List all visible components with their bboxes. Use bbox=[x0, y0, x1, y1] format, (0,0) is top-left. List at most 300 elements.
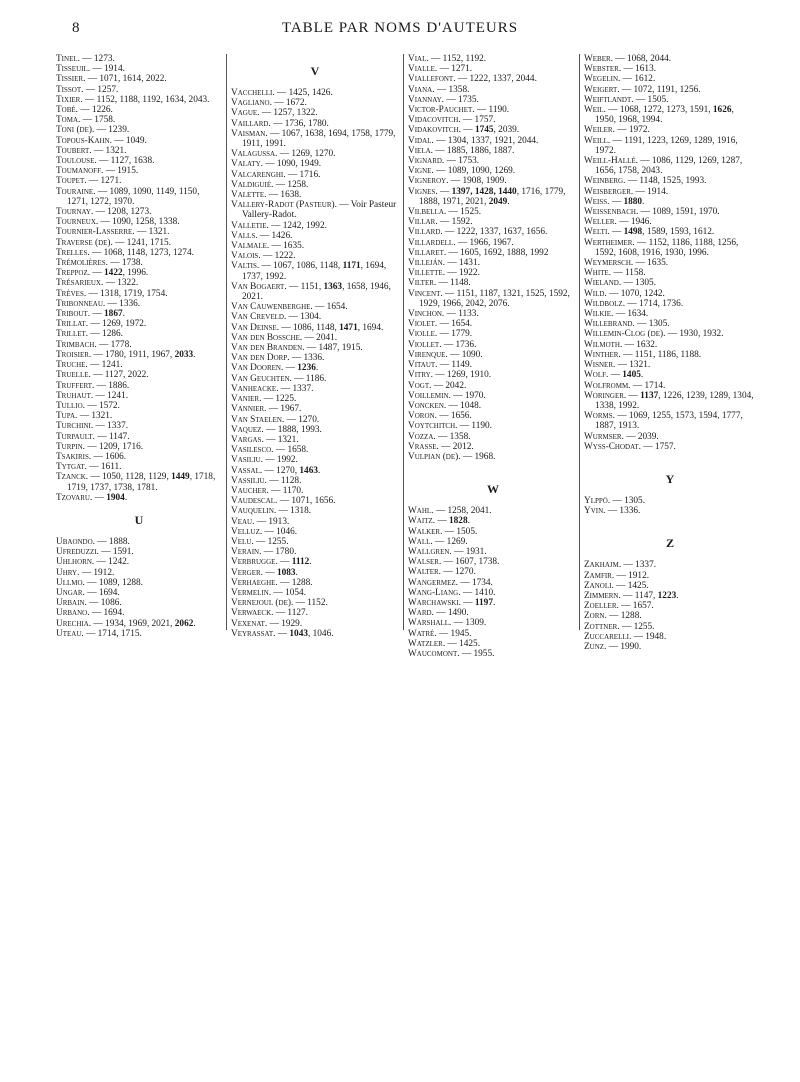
page-refs: — 1654. bbox=[437, 319, 473, 330]
author-name: Vannier. bbox=[231, 404, 267, 415]
page-refs: — 1151, 1187, 1321, 1525, 1592, 1929, 1966, 2042, 2076. bbox=[419, 288, 570, 309]
page-refs: — 1714. bbox=[630, 380, 666, 391]
author-name: Ungar. bbox=[56, 587, 85, 598]
author-name: Verwaeck. bbox=[231, 608, 274, 619]
index-entry bbox=[231, 261, 399, 281]
index-entry bbox=[56, 370, 222, 380]
page-refs: — 1780, 1911, 1967, bbox=[91, 349, 175, 360]
index-entry bbox=[584, 54, 756, 64]
index-entry bbox=[56, 462, 222, 472]
page-refs: — 1148. bbox=[436, 278, 471, 289]
author-name: Ylppö. bbox=[584, 495, 611, 506]
page-refs: — 1089, 1591, 1970. bbox=[638, 207, 720, 218]
page-refs: — 1286. bbox=[88, 329, 123, 340]
index-entry bbox=[584, 581, 756, 591]
author-name: Viannay. bbox=[408, 94, 445, 105]
author-name: Tzovaru. bbox=[56, 492, 93, 503]
page-refs: — 1304, 1337, 1921, 2044. bbox=[433, 135, 539, 146]
page-refs-bold: 2033 bbox=[174, 349, 194, 360]
index-entry bbox=[584, 207, 756, 217]
author-name: Weisberger. bbox=[584, 186, 634, 197]
page-refs: — 1591. bbox=[98, 547, 134, 558]
page-refs: — bbox=[90, 268, 105, 279]
index-entry bbox=[584, 506, 756, 516]
index-entry bbox=[584, 381, 756, 391]
author-name: Tissot. bbox=[56, 84, 84, 95]
page-refs: — 1242, 1992. bbox=[268, 220, 327, 231]
page-refs: — 1321. bbox=[263, 434, 299, 445]
index-entry bbox=[231, 547, 399, 557]
author-name: Vacchelli. bbox=[231, 88, 275, 98]
page-refs: — 1127. bbox=[273, 608, 309, 619]
page-refs: — 1525. bbox=[446, 207, 482, 218]
author-name: Yvin. bbox=[584, 506, 606, 517]
author-name: Weil. bbox=[584, 105, 606, 116]
index-entry bbox=[231, 170, 399, 180]
author-name: Verger. bbox=[231, 567, 263, 578]
section-letter: V bbox=[310, 64, 320, 78]
author-name: Zamfir. bbox=[584, 570, 615, 581]
index-entry bbox=[584, 136, 756, 156]
page-refs: — 1271. bbox=[437, 64, 473, 75]
page-refs-bold: 1463 bbox=[299, 465, 318, 476]
index-entry bbox=[231, 527, 399, 537]
index-entry bbox=[56, 105, 222, 115]
page-refs: . bbox=[318, 465, 321, 476]
page-refs: — 1288. bbox=[606, 611, 642, 622]
page-refs: — 1127, 1638. bbox=[96, 156, 155, 167]
author-name: Wieland. bbox=[584, 278, 622, 289]
author-name: Viallefont. bbox=[408, 74, 456, 85]
page-refs: , 1226, 1239, 1289, 1304, 1338, 1992. bbox=[595, 390, 754, 411]
author-name: Tissier. bbox=[56, 74, 86, 85]
author-name: Willebrand. bbox=[584, 319, 635, 330]
index-entry bbox=[231, 598, 399, 608]
author-name: Vague. bbox=[231, 108, 260, 119]
index-entry bbox=[231, 119, 399, 129]
page-refs: — 1152. bbox=[293, 598, 328, 609]
page-refs: — 1186. bbox=[291, 373, 327, 384]
index-entry bbox=[584, 601, 756, 611]
page-refs: — 1068, 1272, 1273, 1591, bbox=[605, 105, 713, 116]
author-name: Villardell. bbox=[408, 237, 456, 248]
author-name: Vernejoul (de). bbox=[231, 598, 294, 609]
index-entry bbox=[408, 319, 578, 329]
index-entry bbox=[56, 156, 222, 166]
page-refs: — bbox=[609, 227, 624, 238]
author-name: Vigneroy. bbox=[408, 176, 449, 187]
author-name: Verain. bbox=[231, 547, 262, 558]
index-entry bbox=[56, 472, 222, 492]
index-entry bbox=[408, 401, 578, 411]
author-name: Toupet. bbox=[56, 176, 87, 187]
author-name: Vassal. bbox=[231, 465, 263, 476]
page-refs: — 1321. bbox=[77, 411, 113, 422]
page-refs: — 1714, 1715. bbox=[83, 628, 142, 639]
page-refs: , 1589, 1593, 1612. bbox=[642, 227, 715, 238]
page-refs: — 1990. bbox=[606, 641, 642, 652]
author-name: Wegelin. bbox=[584, 74, 621, 85]
index-entry bbox=[408, 227, 578, 237]
page-refs: — 1071, 1614, 2022. bbox=[85, 74, 167, 85]
page-refs: . bbox=[676, 590, 679, 601]
page-refs: — 1152, 1188, 1192, 1634, 2043. bbox=[82, 94, 210, 105]
index-entry bbox=[56, 299, 222, 309]
author-name: Valagussa. bbox=[231, 149, 278, 160]
page-refs: , 1996. bbox=[122, 268, 149, 279]
page-refs-bold: 1449 bbox=[171, 472, 190, 483]
index-entry bbox=[408, 598, 578, 608]
page-refs: — 1271. bbox=[86, 176, 122, 187]
author-name: Weill. bbox=[584, 135, 611, 146]
index-entry bbox=[56, 452, 222, 462]
page-refs: — 1487, 1915. bbox=[304, 343, 363, 354]
author-name: Zakhajm. bbox=[584, 560, 622, 571]
section-letter: W bbox=[487, 482, 499, 497]
author-name: Wolf. bbox=[584, 370, 609, 381]
page-refs: — 1190. bbox=[474, 105, 510, 116]
index-entry bbox=[408, 309, 578, 319]
index-entry bbox=[584, 370, 756, 380]
page-refs: — 1222, 1337, 2044. bbox=[455, 74, 537, 85]
author-name: Vidal. bbox=[408, 135, 434, 146]
index-entry bbox=[231, 231, 399, 241]
page-refs: — 1968. bbox=[460, 451, 496, 462]
author-name: Tzanck. bbox=[56, 472, 89, 483]
author-name: Vinchon. bbox=[408, 309, 445, 320]
author-name: Wertheimer. bbox=[584, 237, 635, 248]
author-name: Vaquez. bbox=[231, 424, 264, 435]
index-entry bbox=[584, 340, 756, 350]
index-entry bbox=[56, 176, 222, 186]
author-name: Vexenat. bbox=[231, 618, 268, 629]
page-refs: — 1321. bbox=[134, 227, 170, 238]
page-refs: — 1225. bbox=[261, 394, 297, 405]
page-refs: — 1888. bbox=[94, 536, 130, 547]
page-refs: — 1152, 1186, 1188, 1256, 1592, 1608, 1916, 1930, 1996. bbox=[595, 237, 739, 258]
index-entry bbox=[231, 98, 399, 108]
index-entry bbox=[408, 527, 578, 537]
page-refs: — 1913. bbox=[254, 516, 290, 527]
index-entry bbox=[408, 578, 578, 588]
index-entry bbox=[584, 176, 756, 186]
author-name: Zunz. bbox=[584, 641, 607, 652]
page-refs: — 1658. bbox=[273, 445, 309, 456]
page-refs: — 1757. bbox=[640, 441, 676, 452]
page-refs: . bbox=[124, 492, 128, 503]
author-name: Vignard. bbox=[408, 156, 445, 167]
index-entry bbox=[231, 486, 399, 496]
index-entry bbox=[584, 95, 756, 105]
index-column-3 bbox=[408, 54, 578, 659]
page-refs-bold: 1112 bbox=[291, 557, 310, 568]
author-name: Walker. bbox=[408, 526, 443, 537]
spacer bbox=[584, 452, 756, 462]
page-refs: — 1931. bbox=[451, 546, 487, 557]
page-refs: — bbox=[283, 363, 298, 374]
author-name: Vitry. bbox=[408, 370, 433, 381]
page-refs: — 1322. bbox=[103, 278, 139, 289]
index-entry bbox=[231, 517, 399, 527]
page-refs: — 1656. bbox=[436, 411, 472, 422]
author-name: Uhry. bbox=[56, 567, 80, 578]
index-entry bbox=[231, 506, 399, 516]
author-name: Zorn. bbox=[584, 611, 607, 622]
index-entry bbox=[408, 639, 578, 649]
page-refs: — 1170. bbox=[268, 485, 304, 496]
index-entry bbox=[231, 353, 399, 363]
page-refs: — 1337. bbox=[93, 421, 129, 432]
author-name: Tournier-Lasserre. bbox=[56, 227, 135, 238]
page-refs: — 1069, 1255, 1573, 1594, 1777, 1887, 1913. bbox=[595, 411, 743, 432]
page-refs: — 1305. bbox=[621, 278, 657, 289]
index-entry bbox=[231, 180, 399, 190]
index-entry bbox=[231, 619, 399, 629]
page-refs: — 1572. bbox=[85, 400, 120, 411]
page-refs: — 1149. bbox=[437, 360, 473, 371]
page-refs: — 1714, 1736. bbox=[625, 298, 684, 309]
index-entry bbox=[231, 312, 399, 322]
index-entry bbox=[56, 547, 222, 557]
page-refs: — 1049. bbox=[111, 135, 147, 146]
page-refs: . bbox=[122, 309, 125, 320]
index-entry bbox=[408, 207, 578, 217]
author-name: Tsakiris. bbox=[56, 451, 92, 462]
page-refs: — 1716. bbox=[285, 169, 321, 180]
index-entry bbox=[408, 618, 578, 628]
page-refs: — 1757. bbox=[460, 115, 496, 126]
index-entry bbox=[231, 629, 399, 639]
index-entry bbox=[408, 278, 578, 288]
spacer bbox=[408, 472, 578, 482]
index-entry bbox=[231, 200, 399, 220]
index-entry bbox=[408, 381, 578, 391]
page-refs: . bbox=[309, 557, 312, 568]
author-name: Villette. bbox=[408, 268, 446, 279]
index-entry bbox=[56, 619, 222, 629]
page-refs: . bbox=[467, 516, 470, 527]
page-refs: — 1505. bbox=[633, 94, 669, 105]
index-entry bbox=[231, 129, 399, 149]
index-entry bbox=[408, 95, 578, 105]
page-refs: — 1672. bbox=[271, 98, 307, 109]
index-entry bbox=[231, 282, 399, 302]
page-refs: — 1151, 1186, 1188. bbox=[620, 349, 702, 360]
author-name: Vitaut. bbox=[408, 360, 438, 371]
author-name: Veau. bbox=[231, 516, 255, 527]
page-refs: — 1908, 1909. bbox=[448, 176, 507, 187]
index-entry bbox=[231, 302, 399, 312]
author-name: Valette. bbox=[231, 190, 267, 201]
author-name: Viollet. bbox=[408, 339, 442, 350]
index-entry bbox=[584, 360, 756, 370]
author-name: Weiftlandt. bbox=[584, 94, 634, 105]
page-refs: — 1090, 1258, 1338. bbox=[98, 217, 180, 228]
index-entry bbox=[408, 350, 578, 360]
page-refs: — bbox=[92, 492, 107, 503]
index-entry bbox=[231, 149, 399, 159]
author-name: Urechia. bbox=[56, 618, 92, 629]
page-refs: — 1209, 1716. bbox=[85, 441, 144, 452]
page-refs: . bbox=[640, 370, 644, 381]
author-name: Verhaeghe. bbox=[231, 577, 278, 588]
page-refs: — bbox=[609, 196, 624, 207]
author-name: Watzler. bbox=[408, 638, 446, 649]
page-refs: — 1222, 1337, 1637, 1656. bbox=[442, 227, 548, 238]
page-refs: — 1635. bbox=[269, 241, 305, 252]
author-name: Valaty. bbox=[231, 159, 263, 170]
page-refs-bold: 1236 bbox=[297, 363, 316, 374]
page-refs: — 1753. bbox=[444, 156, 480, 167]
page-refs: . bbox=[492, 597, 496, 608]
page-refs: — 1778. bbox=[96, 339, 132, 350]
author-name: Truffert. bbox=[56, 380, 95, 391]
page-refs: — 1922. bbox=[445, 268, 480, 279]
page-refs: — 1337. bbox=[621, 560, 657, 571]
index-entry bbox=[408, 432, 578, 442]
page-refs: , 1716, 1779, 1888, 1971, 2021, bbox=[419, 186, 566, 207]
index-entry bbox=[584, 238, 756, 258]
index-entry bbox=[231, 323, 399, 333]
author-name: Wangermez. bbox=[408, 577, 458, 588]
index-entry bbox=[231, 415, 399, 425]
page-refs-bold: 1498 bbox=[623, 227, 643, 238]
author-name: Turchini. bbox=[56, 421, 94, 432]
page-refs: — 1086, 1148, bbox=[279, 322, 340, 333]
author-name: Tytgat. bbox=[56, 462, 87, 473]
index-entry bbox=[584, 289, 756, 299]
index-entry bbox=[56, 125, 222, 135]
index-entry bbox=[231, 251, 399, 261]
page-refs: , 1694. bbox=[357, 322, 384, 333]
author-name: Vrasse. bbox=[408, 441, 439, 452]
author-name: Villeján. bbox=[408, 258, 446, 269]
column-divider bbox=[226, 54, 227, 630]
author-name: Verbrugge. bbox=[231, 557, 278, 568]
author-name: Ubaondo. bbox=[56, 536, 95, 547]
page-refs: . bbox=[642, 196, 645, 207]
author-name: Weller. bbox=[584, 217, 617, 228]
author-name: Tobé. bbox=[56, 105, 79, 116]
section-letter: Z bbox=[665, 536, 674, 551]
page-refs: — 1505. bbox=[442, 526, 478, 537]
page-refs: — 1072, 1191, 1256. bbox=[619, 84, 701, 95]
index-entry bbox=[56, 85, 222, 95]
page-refs: — 1657. bbox=[618, 601, 654, 612]
index-entry bbox=[584, 591, 756, 601]
page-refs: — bbox=[608, 370, 623, 381]
author-name: Wahl. bbox=[408, 506, 434, 517]
author-name: Vanier. bbox=[231, 394, 262, 405]
index-entry bbox=[408, 608, 578, 618]
page-refs: — 1946. bbox=[616, 217, 652, 228]
author-name: Valcarenghi. bbox=[231, 169, 286, 180]
author-name: Van den Branden. bbox=[231, 343, 305, 354]
index-entry bbox=[231, 537, 399, 547]
index-entry bbox=[584, 85, 756, 95]
author-name: Warshall. bbox=[408, 618, 452, 629]
author-name: Zottner. bbox=[584, 621, 620, 632]
author-name: Weigert. bbox=[584, 84, 620, 95]
index-entry bbox=[56, 421, 222, 431]
page-refs: — 1934, 1969, 2021, bbox=[91, 618, 175, 629]
page-refs: — 1318. bbox=[276, 506, 312, 517]
index-entry bbox=[231, 384, 399, 394]
index-entry bbox=[231, 466, 399, 476]
page-refs: — 1972. bbox=[614, 125, 650, 136]
page-refs: — 1269. bbox=[432, 536, 468, 547]
page-refs: . bbox=[507, 196, 510, 207]
index-entry bbox=[231, 425, 399, 435]
index-entry bbox=[231, 445, 399, 455]
author-name: Truche. bbox=[56, 360, 88, 371]
page-refs: — 1915. bbox=[103, 166, 139, 177]
index-entry bbox=[231, 608, 399, 618]
author-name: Traverse (de). bbox=[56, 237, 113, 248]
index-entry bbox=[56, 289, 222, 299]
index-entry bbox=[56, 136, 222, 146]
page-refs: — 1208, 1273. bbox=[93, 207, 152, 218]
index-entry bbox=[584, 309, 756, 319]
page-refs: — 1050, 1128, 1129, bbox=[88, 472, 172, 483]
page-refs: — 1336. bbox=[105, 298, 141, 309]
index-entry bbox=[408, 187, 578, 207]
index-entry bbox=[584, 432, 756, 442]
author-name: Webster. bbox=[584, 64, 622, 75]
index-entry bbox=[408, 452, 578, 462]
author-name: Weill-Hallé. bbox=[584, 156, 638, 167]
page-refs: — 1090. bbox=[447, 349, 483, 360]
page-refs: — 1269, 1910. bbox=[432, 370, 492, 381]
author-name: Zoeller. bbox=[584, 601, 619, 612]
page-refs: . bbox=[315, 363, 319, 374]
index-entry bbox=[56, 329, 222, 339]
page-refs-bold: 1083 bbox=[276, 567, 296, 578]
author-name: Trémolières. bbox=[56, 258, 108, 269]
author-name: Turpin. bbox=[56, 441, 86, 452]
page-refs: — 1048. bbox=[446, 400, 482, 411]
page-refs-bold: 1171 bbox=[342, 261, 361, 272]
page-refs-bold: 1626 bbox=[712, 105, 732, 116]
index-entry bbox=[231, 394, 399, 404]
page-refs: — 1607, 1738. bbox=[441, 557, 500, 568]
page-refs: — 1955. bbox=[459, 648, 495, 659]
page-refs: — 1258, 2041. bbox=[433, 506, 492, 517]
author-name: Villaret. bbox=[408, 247, 447, 258]
index-entry bbox=[408, 629, 578, 639]
author-name: Weymersch. bbox=[584, 258, 634, 269]
author-name: Viana. bbox=[408, 84, 435, 95]
index-entry bbox=[56, 217, 222, 227]
author-name: Veyrassat. bbox=[231, 628, 276, 639]
index-entry bbox=[231, 476, 399, 486]
author-name: Tribonneau. bbox=[56, 298, 106, 309]
author-name: Vaillard. bbox=[231, 118, 271, 129]
author-name: Vassiliu. bbox=[231, 475, 267, 486]
page-refs: — 1318, 1719, 1754. bbox=[86, 288, 168, 299]
page-refs: — 1337. bbox=[278, 383, 314, 394]
page-refs: — 1336. bbox=[289, 353, 325, 364]
index-entry bbox=[584, 319, 756, 329]
index-entry bbox=[584, 268, 756, 278]
author-name: Ufreduzzi. bbox=[56, 547, 99, 558]
index-entry bbox=[56, 64, 222, 74]
index-entry bbox=[56, 278, 222, 288]
spacer bbox=[56, 503, 222, 513]
author-name: Viela. bbox=[408, 145, 433, 156]
author-name: Welti. bbox=[584, 227, 610, 238]
page-refs: — 1605, 1692, 1888, 1992 bbox=[446, 247, 549, 258]
